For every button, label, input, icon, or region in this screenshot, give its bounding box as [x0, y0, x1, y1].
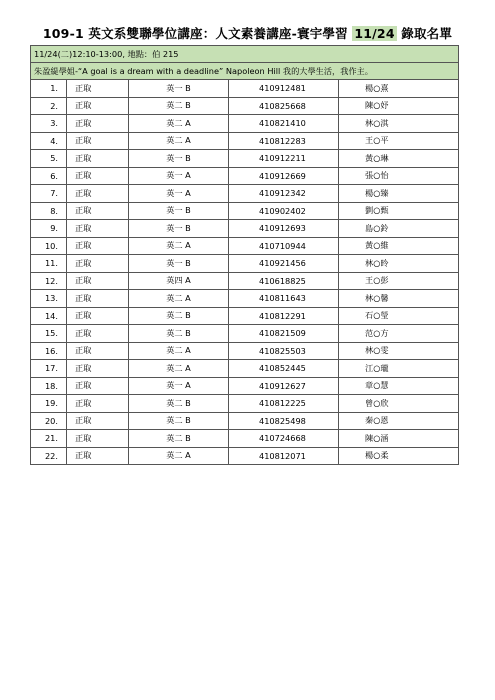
table-row — [31, 150, 459, 168]
student-class: 英二 B — [129, 97, 229, 115]
row-number: 18. — [31, 377, 67, 395]
table-row — [31, 185, 459, 203]
admission-status: 正取 — [67, 290, 129, 308]
student-name: 秦○恩 — [339, 412, 459, 430]
student-class: 英二 A — [129, 115, 229, 133]
table-row — [31, 202, 459, 220]
student-id: 410710944 — [229, 237, 339, 255]
table-row — [31, 325, 459, 343]
admission-status: 正取 — [67, 80, 129, 98]
student-class: 英一 B — [129, 150, 229, 168]
admission-status: 正取 — [67, 202, 129, 220]
admission-status: 正取 — [67, 255, 129, 273]
student-id: 410852445 — [229, 360, 339, 378]
student-class: 英二 B — [129, 412, 229, 430]
student-name: 王○平 — [339, 132, 459, 150]
row-number: 9. — [31, 220, 67, 238]
title-date-highlight: 11/24 — [354, 26, 395, 41]
student-class: 英二 A — [129, 342, 229, 360]
student-id: 410821509 — [229, 325, 339, 343]
row-number: 3. — [31, 115, 67, 133]
table-row — [31, 307, 459, 325]
table-row — [31, 430, 459, 448]
table-row — [31, 220, 459, 238]
student-class: 英一 B — [129, 202, 229, 220]
table-row — [31, 395, 459, 413]
student-class: 英一 B — [129, 255, 229, 273]
student-id: 410812071 — [229, 447, 339, 465]
row-number: 21. — [31, 430, 67, 448]
student-id: 410912481 — [229, 80, 339, 98]
student-class: 英一 B — [129, 80, 229, 98]
row-number: 14. — [31, 307, 67, 325]
admission-status: 正取 — [67, 395, 129, 413]
student-id: 410825503 — [229, 342, 339, 360]
admission-status: 正取 — [67, 360, 129, 378]
student-id: 410821410 — [229, 115, 339, 133]
student-name: 陳○涵 — [339, 430, 459, 448]
admission-status: 正取 — [67, 272, 129, 290]
page-title — [0, 24, 495, 42]
row-number: 17. — [31, 360, 67, 378]
row-number: 4. — [31, 132, 67, 150]
admission-status: 正取 — [67, 132, 129, 150]
row-number: 11. — [31, 255, 67, 273]
student-name: 曾○欣 — [339, 395, 459, 413]
student-name: 張○怡 — [339, 167, 459, 185]
student-id: 410811643 — [229, 290, 339, 308]
student-name: 章○慧 — [339, 377, 459, 395]
table-row — [31, 132, 459, 150]
table-row — [31, 255, 459, 273]
student-name: 林○淇 — [339, 115, 459, 133]
admission-status: 正取 — [67, 150, 129, 168]
admission-status: 正取 — [67, 342, 129, 360]
student-name: 楊○柔 — [339, 447, 459, 465]
student-class: 英二 B — [129, 430, 229, 448]
admission-status: 正取 — [67, 377, 129, 395]
student-name: 林○昤 — [339, 255, 459, 273]
student-class: 英二 B — [129, 307, 229, 325]
event-speaker-topic: 朱盈緹學姐-“A goal is a dream with a deadline” Napoleon Hill 我的大學生活，我作主。 — [31, 63, 459, 80]
row-number: 7. — [31, 185, 67, 203]
row-number: 12. — [31, 272, 67, 290]
student-name: 王○彭 — [339, 272, 459, 290]
student-id: 410912669 — [229, 167, 339, 185]
row-number: 5. — [31, 150, 67, 168]
student-name: 林○馨 — [339, 290, 459, 308]
table-row — [31, 360, 459, 378]
student-name: 范○方 — [339, 325, 459, 343]
student-id: 410825498 — [229, 412, 339, 430]
title-prefix: 109-1 英文系雙聯學位講座：人文素養講座-寰宇學習 — [42, 26, 353, 41]
row-number: 8. — [31, 202, 67, 220]
info-row-schedule — [31, 46, 459, 63]
student-class: 英二 A — [129, 360, 229, 378]
table-row — [31, 412, 459, 430]
table-row — [31, 272, 459, 290]
student-class: 英一 A — [129, 167, 229, 185]
student-class: 英一 A — [129, 377, 229, 395]
student-id: 410825668 — [229, 97, 339, 115]
student-class: 英二 A — [129, 447, 229, 465]
admission-table-body — [31, 46, 459, 465]
student-class: 英二 A — [129, 290, 229, 308]
student-class: 英二 B — [129, 325, 229, 343]
row-number: 1. — [31, 80, 67, 98]
student-name: 江○瓏 — [339, 360, 459, 378]
row-number: 10. — [31, 237, 67, 255]
row-number: 2. — [31, 97, 67, 115]
admission-status: 正取 — [67, 307, 129, 325]
student-id: 410912693 — [229, 220, 339, 238]
student-name: 林○雯 — [339, 342, 459, 360]
student-id: 410812283 — [229, 132, 339, 150]
row-number: 16. — [31, 342, 67, 360]
student-name: 石○瑩 — [339, 307, 459, 325]
admission-status: 正取 — [67, 185, 129, 203]
admission-status: 正取 — [67, 220, 129, 238]
student-name: 劉○甄 — [339, 202, 459, 220]
table-row — [31, 167, 459, 185]
info-row-speaker — [31, 63, 459, 80]
table-row — [31, 237, 459, 255]
row-number: 20. — [31, 412, 67, 430]
student-id: 410912211 — [229, 150, 339, 168]
student-name: 島○鈴 — [339, 220, 459, 238]
table-row — [31, 342, 459, 360]
table-row — [31, 447, 459, 465]
student-class: 英二 A — [129, 237, 229, 255]
student-name: 黃○琳 — [339, 150, 459, 168]
student-id: 410921456 — [229, 255, 339, 273]
student-name: 黃○維 — [339, 237, 459, 255]
admission-status: 正取 — [67, 237, 129, 255]
admission-status: 正取 — [67, 167, 129, 185]
student-name: 楊○臻 — [339, 185, 459, 203]
table-row — [31, 115, 459, 133]
row-number: 13. — [31, 290, 67, 308]
student-id: 410618825 — [229, 272, 339, 290]
row-number: 6. — [31, 167, 67, 185]
table-row — [31, 290, 459, 308]
student-class: 英一 B — [129, 220, 229, 238]
student-class: 英二 A — [129, 132, 229, 150]
student-class: 英四 A — [129, 272, 229, 290]
student-class: 英一 A — [129, 185, 229, 203]
table-row — [31, 80, 459, 98]
admission-status: 正取 — [67, 325, 129, 343]
student-id: 410724668 — [229, 430, 339, 448]
table-row — [31, 377, 459, 395]
student-name: 陳○妤 — [339, 97, 459, 115]
student-name: 楊○熹 — [339, 80, 459, 98]
event-schedule: 11/24(二)12:10-13:00, 地點：伯 215 — [31, 46, 459, 63]
admission-status: 正取 — [67, 430, 129, 448]
student-class: 英二 B — [129, 395, 229, 413]
admission-status: 正取 — [67, 97, 129, 115]
title-suffix: 錄取名單 — [396, 26, 453, 41]
student-id: 410902402 — [229, 202, 339, 220]
admission-status: 正取 — [67, 412, 129, 430]
student-id: 410812291 — [229, 307, 339, 325]
table-row — [31, 97, 459, 115]
admission-table — [30, 45, 459, 465]
row-number: 15. — [31, 325, 67, 343]
admission-status: 正取 — [67, 447, 129, 465]
row-number: 19. — [31, 395, 67, 413]
student-id: 410812225 — [229, 395, 339, 413]
student-id: 410912342 — [229, 185, 339, 203]
admission-status: 正取 — [67, 115, 129, 133]
student-id: 410912627 — [229, 377, 339, 395]
row-number: 22. — [31, 447, 67, 465]
